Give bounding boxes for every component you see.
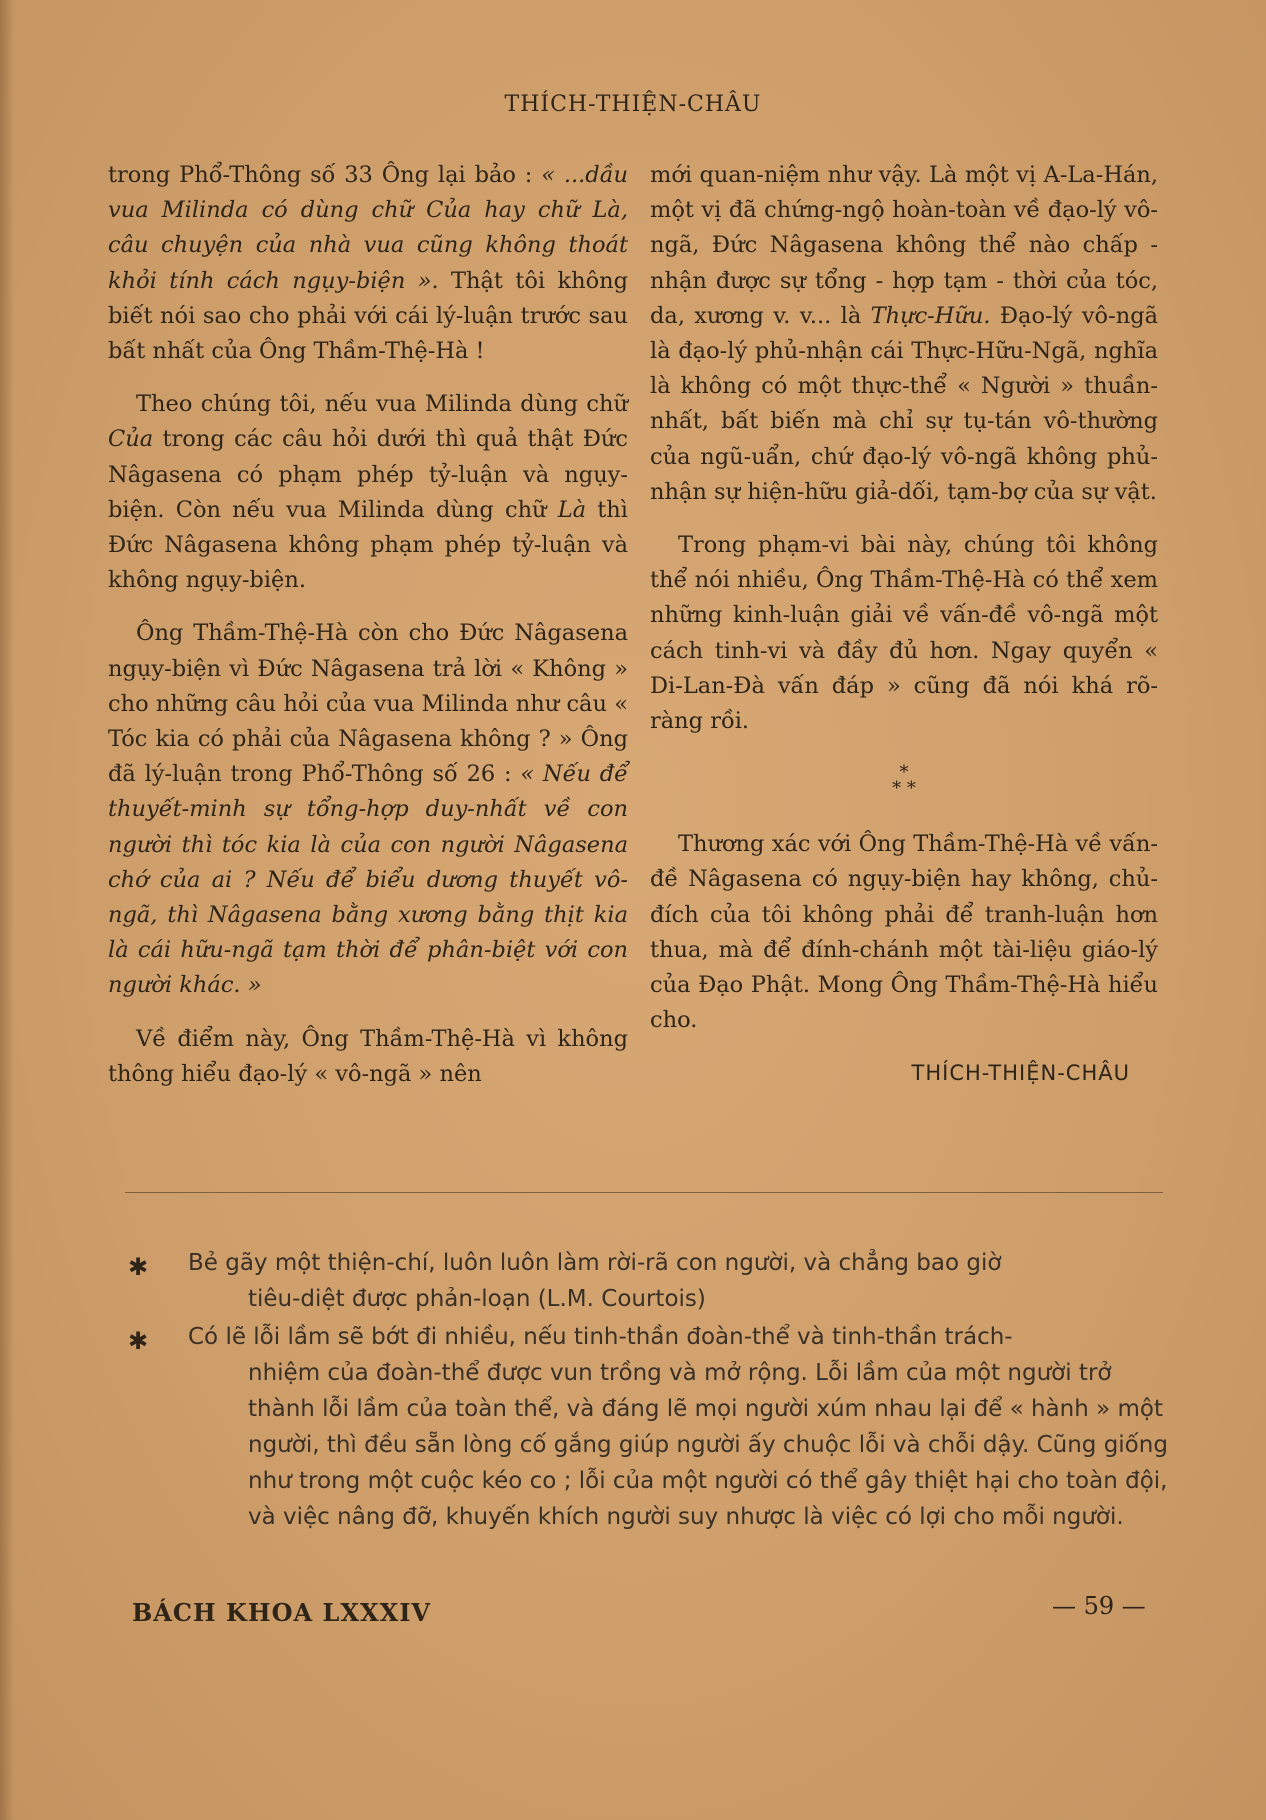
left-column [108, 158, 628, 1110]
quotes-section [128, 1245, 1168, 1535]
quote-first-line: Bẻ gãy một thiện-chí, luôn luôn làm rời-rã con người, và chẳng bao giờ [188, 1250, 1002, 1276]
left-p2-text-e: thì Đức Nâgasena không phạm phép tỷ-luận và không ngụy-biện. [108, 496, 628, 594]
left-p1-lead: trong Phổ-Thông số 33 Ông lại bảo : [108, 162, 533, 188]
left-paragraph-2 [108, 387, 628, 598]
right-p1-italic: Thực-Hữu. [870, 302, 991, 329]
quote-continuation: tiêu-diệt được phản-loạn (L.M. Courtois) [248, 1286, 706, 1312]
left-p3-text: Ông Thầm-Thệ-Hà còn cho Đức Nâgasena ngụy-biện vì Đức Nâgasena trả lời « Không » cho những câu hỏi của vua Milinda như câu « Tóc kia có phải của Nâgasena không ? » Ông đã lý-luận trong Phổ-Thông số 26 : [108, 620, 628, 788]
quote-continuation: nhiệm của đoàn-thể được vun trồng và mở rộng. Lỗi lầm của một người trở thành lỗi lầm của toàn thể, và đáng lẽ mọi người xúm nhau lại để « hành » một người, thì đều sẵn lòng cố gắng giúp người ấy chuộc lỗi và chỗi dậy. Cũng giống như trong một cuộc kéo co ; lỗi của một người có thể gây thiệt hại cho toàn đội, và việc nâng đỡ, khuyến khích người suy nhược là việc có lợi cho mỗi người. [248, 1360, 1168, 1530]
left-p2-italic-cua: Của [108, 426, 154, 453]
magazine-name: BÁCH KHOA LXXXIV [132, 1598, 432, 1627]
left-p1-end: Thật tôi không biết nói sao cho phải với cái lý-luận trước sau bất nhất của Ông Thầm-Thệ-Hà ! [108, 267, 629, 365]
page-number: — 59 — [1052, 1592, 1146, 1620]
left-p2-italic-la: Là [557, 496, 587, 523]
left-p3-quote: « Nếu để thuyết-minh sự tổng-hợp duy-nhất về con người thì tóc kia là của con người Nâgasena chớ của ai ? Nếu để biểu dương thuyết vô-ngã, thì Nâgasena bằng xương bằng thịt kia là cái hữu-ngã tạm thời để phân-biệt với con người khác. » [108, 761, 628, 999]
right-paragraph-1 [650, 158, 1158, 510]
right-paragraph-2: Trong phạm-vi bài này, chúng tôi không thể nói nhiều, Ông Thầm-Thệ-Hà có thể xem những kinh-luận giải về vấn-đề vô-ngã một cách tinh-vi và đầy đủ hơn. Ngay quyển « Di-Lan-Đà vấn đáp » cũng đã nói khá rõ-ràng rồi. [650, 532, 1158, 735]
left-p2-text-a: Theo chúng tôi, nếu vua Milinda dùng chữ [136, 391, 628, 418]
right-paragraph-3: Thương xác với Ông Thầm-Thệ-Hà về vấn-đề Nâgasena có ngụy-biện hay không, chủ-đích của tôi không phải để tranh-luận hơn thua, mà để đính-chánh một tài-liệu giáo-lý của Đạo Phật. Mong Ông Thầm-Thệ-Hà hiểu cho. [650, 831, 1158, 1034]
asterisk-bullet-icon: ✱ [128, 1327, 149, 1355]
left-paragraph-4: Về điểm này, Ông Thầm-Thệ-Hà vì không thông hiểu đạo-lý « vô-ngã » nên [108, 1025, 628, 1087]
section-separator [650, 762, 1158, 800]
asterisk-bullet-icon: ✱ [128, 1253, 149, 1281]
quote-item [128, 1319, 1168, 1535]
right-p1-text-a: mới quan-niệm như vậy. Là một vị A-La-Hán, một vị đã chứng-ngộ hoàn-toàn về đạo-lý vô-ngã, Đức Nâgasena không thể nào chấp - nhận được sự tổng - hợp tạm - thời của tóc, da, xương v. v... là [650, 162, 1158, 329]
author-signature: THÍCH-THIỆN-CHÂU [911, 1061, 1130, 1086]
quote-first-line: Có lẽ lỗi lầm sẽ bớt đi nhiều, nếu tinh-thần đoàn-thể và tinh-thần trách- [188, 1324, 1013, 1350]
left-paragraph-3 [108, 616, 628, 1003]
page-edge-shadow [0, 0, 14, 1820]
left-p1-quote: « ...dầu vua Milinda có dùng chữ Của hay chữ Là, câu chuyện của nhà vua cũng không thoát khỏi tính cách ngụy-biện ». [108, 162, 628, 294]
left-paragraph-1 [108, 158, 628, 369]
right-p1-text-c: Đạo-lý vô-ngã là đạo-lý phủ-nhận cái Thực-Hữu-Ngã, nghĩa là không có một thực-thể « Người » thuần-nhất, bất biến mà chỉ sự tụ-tán vô-thường của ngũ-uẩn, chứ đạo-lý vô-ngã không phủ-nhận sự hiện-hữu giả-dối, tạm-bợ của sự vật. [650, 302, 1159, 505]
section-divider-line [125, 1192, 1163, 1193]
running-header: THÍCH-THIỆN-CHÂU [504, 92, 762, 117]
separator-stars-bottom: * * [892, 778, 916, 800]
right-column [650, 158, 1158, 1092]
quote-item [128, 1245, 1168, 1317]
separator-star-top: * [899, 762, 909, 784]
left-p2-text-c: trong các câu hỏi dưới thì quả thật Đức Nâgasena có phạm phép tỷ-luận và ngụy-biện. Còn nếu vua Milinda dùng chữ [108, 426, 628, 523]
